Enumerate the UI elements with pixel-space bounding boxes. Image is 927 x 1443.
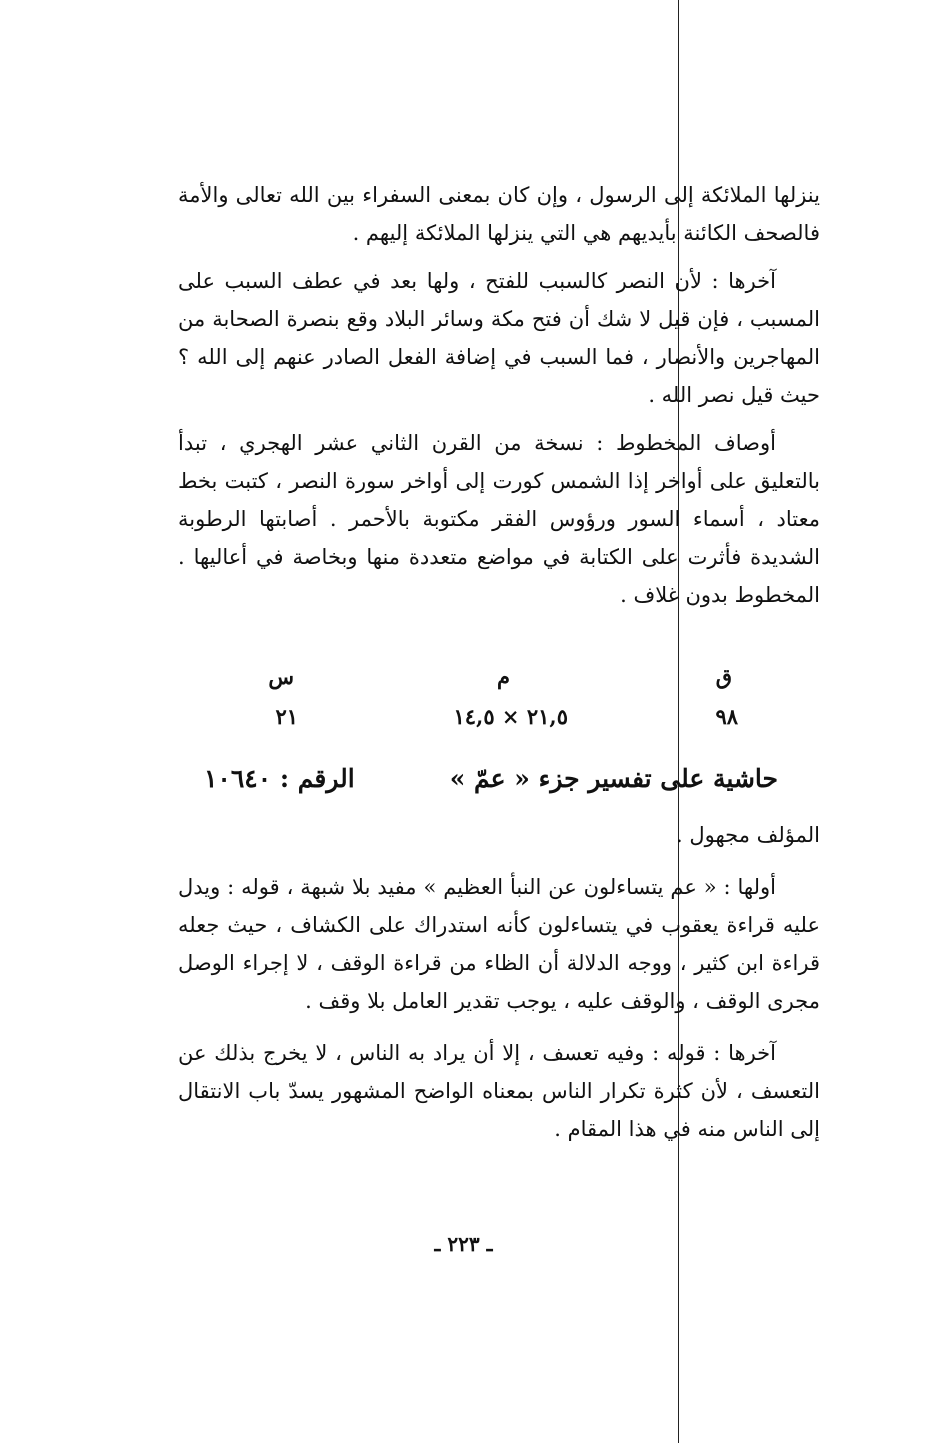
spec-label-dimensions: م	[496, 664, 510, 689]
spec-value-lines: ٢١	[275, 704, 298, 729]
entry-ending: آخرها : قوله : وفيه تعسف ، إلا أن يراد به الناس ، لا يخرج بذلك عن التعسف ، لأن كثرة تكرار الناس بمعناه الواضح المشهور يسدّ باب الانتقال إلى الناس منه في هذا المقام .	[178, 1041, 820, 1141]
prev-entry-ending: آخرها : لأن النصر كالسبب للفتح ، ولها بعد في عطف السبب على المسبب ، فإن قيل لا شك أن فتح مكة وسائر البلاد وقع بنصرة الصحابة من المهاجرين والأنصار ، فما السبب في إضافة الفعل الصادر عنهم إلى الله ؟ حيث قيل نصر الله .	[178, 269, 820, 407]
entry-author: المؤلف مجهول .	[676, 823, 820, 847]
prev-entry-manuscript-description: أوصاف المخطوط : نسخة من القرن الثاني عشر الهجري ، تبدأ بالتعليق على أواخر إذا الشمس كورت إلى أواخر سورة النصر ، كتبت بخط معتاد ، أسماء السور ورؤوس الفقر مكتوبة بالأحمر . أصابتها الرطوبة الشديدة فأثرت على الكتابة في مواضع متعددة منها وبخاصة في أعاليها . المخطوط بدون غلاف .	[178, 431, 820, 607]
prev-entry-text	[178, 176, 820, 614]
spec-label-lines: س	[268, 664, 294, 689]
spec-value-folios: ٩٨	[715, 704, 738, 729]
entry-title: حاشية على تفسير جزء « عمّ »	[449, 764, 778, 793]
page-number: ـ ٢٢٣ ـ	[434, 1232, 493, 1256]
prev-entry-paragraph-1: ينزلها الملائكة إلى الرسول ، وإن كان بمعنى السفراء بين الله تعالى والأمة فالصحف الكائنة بأيديهم هي التي ينزلها الملائكة إليهم .	[178, 183, 820, 245]
spec-value-dimensions: ٢١,٥ × ١٤,٥	[453, 704, 568, 729]
entry-body	[178, 816, 820, 1148]
entry-beginning: أولها : « عم يتساءلون عن النبأ العظيم » مفيد بلا شبهة ، قوله : ويدل عليه قراءة يعقوب في يتساءلون كأنه استدراك على الكشاف ، حيث جعله قراءة ابن كثير ، ووجه الدلالة أن الظاء من قراءة الوقف ، لا إجراء الوصل مجرى الوقف ، والوقف عليه ، يوجب تقدير العامل بلا وقف .	[178, 875, 820, 1013]
spec-label-folios: ق	[715, 664, 732, 689]
entry-number: الرقم : ١٠٦٤٠	[204, 764, 355, 793]
